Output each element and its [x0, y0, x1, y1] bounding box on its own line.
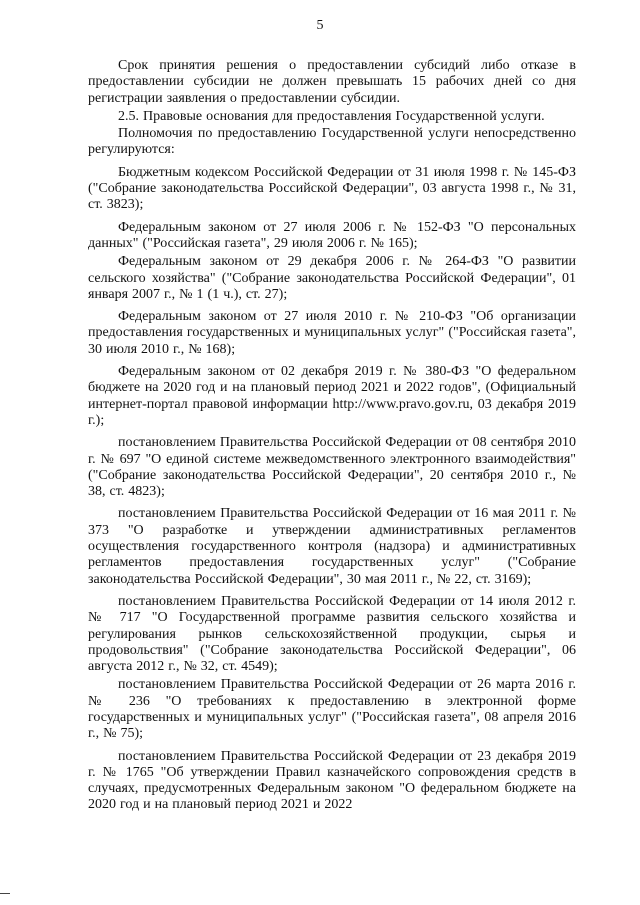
paragraph-decree-373: постановлением Правительства Российской Федерации от 16 мая 2011 г. № 373 "О разработке и утверждении административных регламентов осуществления государственного контроля (надзора) и административных регламентов предоставления государственных услуг" ("Собрание законодательства Российской Федерации", 30 мая 2011 г., № 22, ст. 3169); [88, 506, 576, 587]
paragraph-law-152: Федеральным законом от 27 июля 2006 г. № 152-ФЗ "О персональных данных" ("Российская газета", 29 июля 2006 г. № 165); [88, 219, 576, 251]
paragraph-law-264: Федеральным законом от 29 декабря 2006 г. № 264-ФЗ "О развитии сельского хозяйства" ("Собрание законодательства Российской Федерации", 01 января 2007 г., № 1 (1 ч.), ст. 27); [88, 254, 576, 302]
page-number: 5 [316, 18, 324, 33]
paragraph-authority: Полномочия по предоставлению Государственной услуги непосредственно регулируются: [88, 126, 576, 158]
paragraph-decision-deadline: Срок принятия решения о предоставлении субсидий либо отказе в предоставлении субсидии не должен превышать 15 рабочих дней со дня регистрации заявления о предоставлении субсидии. [88, 58, 576, 106]
paragraph-decree-1765: постановлением Правительства Российской Федерации от 23 декабря 2019 г. № 1765 "Об утверждении Правил казначейского сопровождения средств в случаях, предусмотренных Федеральным законом "О федеральном бюджете на 2020 год и на плановый период 2021 и 2022 [88, 748, 576, 813]
document-body [88, 58, 576, 816]
paragraph-decree-717: постановлением Правительства Российской Федерации от 14 июля 2012 г. № 717 "О Государственной программе развития сельского хозяйства и регулирования рынков сельскохозяйственной продукции, сырья и продовольствия" ("Собрание законодательства Российской Федерации", 06 августа 2012 г., № 32, ст. 4549); [88, 593, 576, 675]
paragraph-decree-697: постановлением Правительства Российской Федерации от 08 сентября 2010 г. № 697 "О единой системе межведомственного электронного взаимодействия" ("Собрание законодательства Российской Федерации", 20 сентября 2010 г., № 38, ст. 4823); [88, 435, 576, 500]
paragraph-section-2-5: 2.5. Правовые основания для предоставления Государственной услуги. [118, 108, 545, 124]
paragraph-decree-236: постановлением Правительства Российской Федерации от 26 марта 2016 г. № 236 "О требованиях к предоставлению в электронной форме государственных и муниципальных услуг" ("Российская газета", 08 апреля 2016 г., № 75); [88, 677, 576, 742]
page-edge-mark [0, 893, 10, 894]
paragraph-law-380: Федеральным законом от 02 декабря 2019 г. № 380-ФЗ "О федеральном бюджете на 2020 год и на плановый период 2021 и 2022 годов", (Официальный интернет-портал правовой информации http://www.pravo.gov.ru, 03 декабря 2019 г.); [88, 364, 576, 428]
paragraph-budget-code: Бюджетным кодексом Российской Федерации от 31 июля 1998 г. № 145-ФЗ ("Собрание законодательства Российской Федерации", 03 августа 1998 г., № 31, ст. 3823); [88, 164, 576, 213]
paragraph-law-210: Федеральным законом от 27 июля 2010 г. № 210-ФЗ "Об организации предоставления государственных и муниципальных услуг" ("Российская газета", 30 июля 2010 г., № 168); [88, 309, 576, 357]
